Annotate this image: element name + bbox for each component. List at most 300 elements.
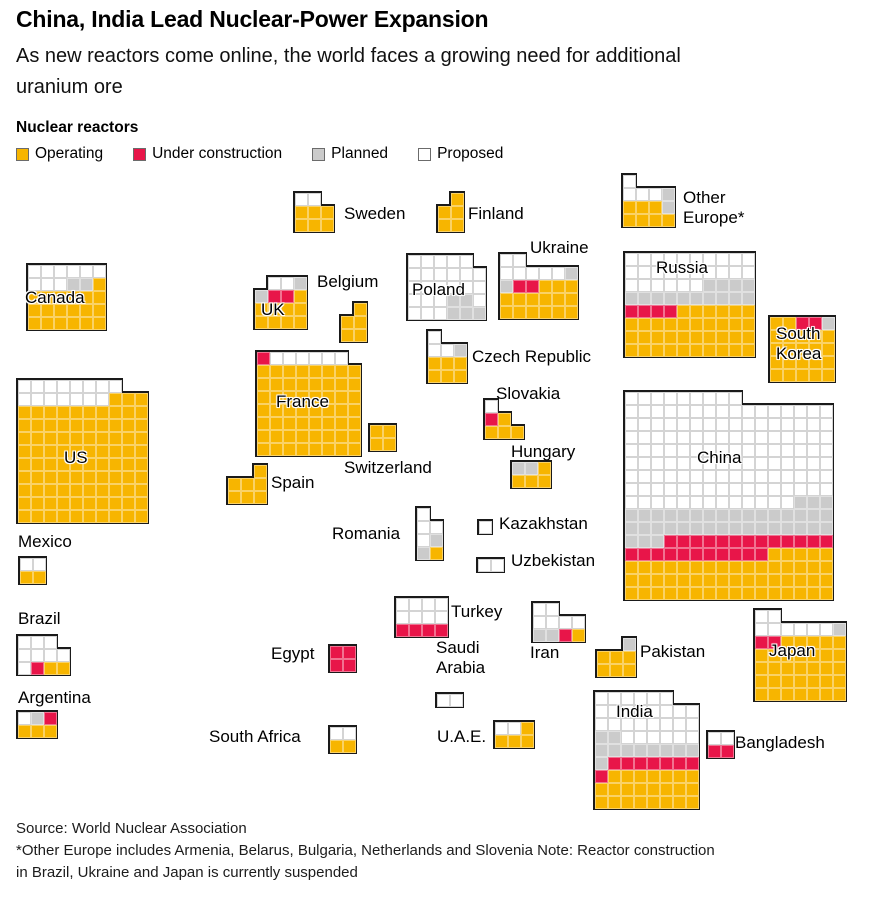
- waffle-cell: [308, 219, 321, 232]
- waffle-cell: [686, 705, 699, 718]
- waffle-cell: [383, 438, 396, 451]
- waffle-cell: [716, 279, 729, 292]
- waffle-cell: [755, 535, 768, 548]
- waffle-cell: [638, 266, 651, 279]
- waffle-cell: [703, 548, 716, 561]
- waffle-cell: [621, 744, 634, 757]
- waffle-cell: [296, 430, 309, 443]
- waffle-cell: [295, 193, 308, 206]
- waffle-cell: [473, 307, 486, 320]
- waffle-cell: [428, 370, 441, 383]
- hungary-waffle: [512, 462, 551, 488]
- waffle-cell: [57, 484, 70, 497]
- waffle-cell: [257, 417, 270, 430]
- waffle-cell: [295, 219, 308, 232]
- waffle-cell: [634, 757, 647, 770]
- waffle-cell: [421, 255, 434, 268]
- waffle-cell: [409, 624, 422, 637]
- waffle-cell: [608, 757, 621, 770]
- waffle-cell: [686, 770, 699, 783]
- waffle-cell: [93, 278, 106, 291]
- waffle-cell: [83, 484, 96, 497]
- waffle-cell: [742, 548, 755, 561]
- waffle-cell: [807, 548, 820, 561]
- waffle-cell: [664, 574, 677, 587]
- waffle-cell: [781, 548, 794, 561]
- waffle-cell: [716, 344, 729, 357]
- waffle-cell: [781, 675, 794, 688]
- waffle-cell: [552, 306, 565, 319]
- waffle-cell: [636, 201, 649, 214]
- waffle-cell: [794, 509, 807, 522]
- waffle-cell: [500, 293, 513, 306]
- waffle-cell: [597, 651, 610, 664]
- waffle-cell: [833, 662, 846, 675]
- waffle-cell: [18, 393, 31, 406]
- waffle-cell: [309, 417, 322, 430]
- bangladesh-label: Bangladesh: [735, 733, 825, 752]
- waffle-cell: [270, 352, 283, 365]
- waffle-cell: [686, 718, 699, 731]
- waffle-cell: [28, 317, 41, 330]
- waffle-cell: [417, 508, 430, 521]
- waffle-cell: [690, 318, 703, 331]
- waffle-cell: [513, 267, 526, 280]
- waffle-cell: [822, 369, 835, 382]
- waffle-cell: [638, 535, 651, 548]
- waffle-cell: [341, 316, 354, 329]
- waffle-cell: [257, 391, 270, 404]
- waffle-cell: [428, 331, 441, 344]
- waffle-cell: [625, 574, 638, 587]
- waffle-cell: [28, 265, 41, 278]
- waffle-cell: [348, 391, 361, 404]
- waffle-cell: [664, 496, 677, 509]
- waffle-cell: [447, 255, 460, 268]
- waffle-cell: [690, 574, 703, 587]
- waffle-cell: [283, 365, 296, 378]
- waffle-cell: [729, 318, 742, 331]
- waffle-cell: [595, 744, 608, 757]
- waffle-cell: [44, 393, 57, 406]
- waffle-cell: [135, 419, 148, 432]
- waffle-cell: [257, 430, 270, 443]
- waffle-cell: [228, 491, 241, 504]
- legend: [16, 145, 503, 163]
- waffle-cell: [330, 646, 343, 659]
- waffle-cell: [80, 265, 93, 278]
- waffle-cell: [768, 431, 781, 444]
- waffle-cell: [572, 629, 585, 642]
- waffle-cell: [729, 496, 742, 509]
- waffle-cell: [595, 770, 608, 783]
- waffle-cell: [703, 522, 716, 535]
- waffle-cell: [608, 731, 621, 744]
- waffle-cell: [83, 471, 96, 484]
- waffle-cell: [742, 457, 755, 470]
- waffle-cell: [513, 280, 526, 293]
- mexico-label: Mexico: [18, 532, 72, 551]
- waffle-cell: [479, 521, 492, 534]
- romania-label: Romania: [332, 524, 401, 543]
- waffle-cell: [435, 624, 448, 637]
- waffle-cell: [660, 705, 673, 718]
- waffle-cell: [729, 392, 742, 405]
- waffle-cell: [638, 496, 651, 509]
- waffle-cell: [44, 380, 57, 393]
- waffle-cell: [677, 392, 690, 405]
- waffle-cell: [428, 357, 441, 370]
- waffle-cell: [794, 688, 807, 701]
- waffle-cell: [438, 206, 451, 219]
- waffle-cell: [460, 255, 473, 268]
- waffle-cell: [538, 475, 551, 488]
- waffle-cell: [820, 431, 833, 444]
- waffle-cell: [716, 431, 729, 444]
- waffle-cell: [703, 587, 716, 600]
- waffle-cell: [294, 316, 307, 329]
- waffle-cell: [651, 331, 664, 344]
- waffle-cell: [625, 522, 638, 535]
- waffle-cell: [625, 331, 638, 344]
- waffle-cell: [729, 483, 742, 496]
- waffle-cell: [437, 694, 450, 707]
- waffle-cell: [308, 193, 321, 206]
- switzerland-label: Switzerland: [344, 458, 432, 477]
- poland-label: Poland: [412, 280, 465, 299]
- waffle-cell: [608, 796, 621, 809]
- waffle-cell: [729, 522, 742, 535]
- waffle-cell: [807, 470, 820, 483]
- waffle-cell: [495, 722, 508, 735]
- waffle-cell: [794, 662, 807, 675]
- waffle-cell: [677, 470, 690, 483]
- waffle-cell: [18, 636, 31, 649]
- waffle-cell: [742, 535, 755, 548]
- waffle-cell: [294, 290, 307, 303]
- waffle-cell: [625, 457, 638, 470]
- waffle-cell: [623, 664, 636, 677]
- sweden-waffle: [295, 193, 334, 232]
- waffle-cell: [57, 497, 70, 510]
- waffle-cell: [396, 598, 409, 611]
- romania-waffle: [417, 508, 443, 560]
- waffle-cell: [768, 688, 781, 701]
- waffle-cell: [664, 418, 677, 431]
- waffle-cell: [636, 188, 649, 201]
- waffle-cell: [283, 378, 296, 391]
- waffle-cell: [31, 406, 44, 419]
- waffle-cell: [660, 718, 673, 731]
- waffle-cell: [67, 317, 80, 330]
- waffle-cell: [621, 783, 634, 796]
- waffle-cell: [729, 535, 742, 548]
- argentina-label: Argentina: [18, 688, 91, 707]
- waffle-cell: [533, 629, 546, 642]
- waffle-cell: [135, 510, 148, 523]
- waffle-cell: [664, 470, 677, 483]
- waffle-cell: [721, 745, 734, 758]
- waffle-cell: [608, 783, 621, 796]
- waffle-cell: [794, 522, 807, 535]
- waffle-cell: [80, 317, 93, 330]
- waffle-cell: [820, 522, 833, 535]
- waffle-cell: [729, 418, 742, 431]
- waffle-cell: [638, 392, 651, 405]
- waffle-cell: [109, 432, 122, 445]
- waffle-cell: [625, 470, 638, 483]
- waffle-cell: [703, 561, 716, 574]
- waffle-cell: [57, 406, 70, 419]
- waffle-cell: [93, 291, 106, 304]
- waffle-cell: [651, 305, 664, 318]
- waffle-cell: [109, 393, 122, 406]
- waffle-cell: [755, 405, 768, 418]
- waffle-cell: [343, 646, 356, 659]
- waffle-cell: [559, 629, 572, 642]
- waffle-cell: [348, 443, 361, 456]
- waffle-cell: [781, 418, 794, 431]
- waffle-cell: [807, 522, 820, 535]
- waffle-cell: [690, 522, 703, 535]
- waffle-cell: [525, 475, 538, 488]
- waffle-cell: [257, 443, 270, 456]
- waffle-cell: [625, 418, 638, 431]
- waffle-cell: [330, 740, 343, 753]
- waffle-cell: [625, 392, 638, 405]
- waffle-cell: [690, 431, 703, 444]
- waffle-cell: [755, 548, 768, 561]
- uk-label: UK: [261, 300, 285, 319]
- waffle-cell: [485, 413, 498, 426]
- waffle-cell: [677, 405, 690, 418]
- waffle-cell: [638, 457, 651, 470]
- waffle-cell: [552, 280, 565, 293]
- waffle-cell: [755, 522, 768, 535]
- waffle-cell: [422, 598, 435, 611]
- waffle-cell: [44, 432, 57, 445]
- waffle-cell: [703, 483, 716, 496]
- waffle-cell: [122, 393, 135, 406]
- waffle-cell: [673, 783, 686, 796]
- waffle-cell: [122, 406, 135, 419]
- switzerland-waffle: [370, 425, 396, 451]
- waffle-cell: [721, 732, 734, 745]
- waffle-cell: [625, 292, 638, 305]
- pakistan-label: Pakistan: [640, 642, 706, 661]
- waffle-cell: [533, 616, 546, 629]
- waffle-cell: [690, 535, 703, 548]
- saudi-arabia-label: Saudi Arabia: [436, 638, 486, 677]
- waffle-cell: [703, 292, 716, 305]
- waffle-cell: [500, 306, 513, 319]
- waffle-cell: [83, 393, 96, 406]
- waffle-cell: [703, 535, 716, 548]
- waffle-cell: [18, 725, 31, 738]
- waffle-cell: [686, 744, 699, 757]
- waffle-cell: [57, 649, 70, 662]
- waffle-cell: [636, 214, 649, 227]
- waffle-cell: [807, 444, 820, 457]
- waffle-cell: [96, 484, 109, 497]
- waffle-cell: [677, 587, 690, 600]
- waffle-cell: [833, 688, 846, 701]
- waffle-cell: [254, 491, 267, 504]
- waffle-cell: [781, 662, 794, 675]
- waffle-cell: [716, 266, 729, 279]
- egypt-label: Egypt: [271, 644, 315, 663]
- waffle-cell: [18, 471, 31, 484]
- waffle-cell: [495, 735, 508, 748]
- waffle-cell: [677, 561, 690, 574]
- waffle-cell: [83, 432, 96, 445]
- russia-label: Russia: [656, 258, 708, 277]
- waffle-cell: [673, 744, 686, 757]
- waffle-cell: [703, 496, 716, 509]
- waffle-cell: [820, 444, 833, 457]
- waffle-cell: [546, 616, 559, 629]
- waffle-cell: [716, 483, 729, 496]
- waffle-cell: [755, 587, 768, 600]
- waffle-cell: [18, 380, 31, 393]
- waffle-cell: [96, 445, 109, 458]
- waffle-cell: [335, 352, 348, 365]
- waffle-cell: [742, 253, 755, 266]
- waffle-cell: [651, 535, 664, 548]
- waffle-cell: [343, 727, 356, 740]
- waffle-cell: [321, 219, 334, 232]
- waffle-cell: [651, 470, 664, 483]
- waffle-cell: [31, 662, 44, 675]
- waffle-cell: [662, 201, 675, 214]
- waffle-cell: [625, 253, 638, 266]
- waffle-cell: [539, 293, 552, 306]
- footer-note-line-1: *Other Europe includes Armenia, Belarus, Bulgaria, Netherlands and Slovenia Note: Reactor construction: [16, 842, 715, 859]
- waffle-cell: [807, 535, 820, 548]
- waffle-cell: [623, 175, 636, 188]
- waffle-cell: [638, 483, 651, 496]
- waffle-cell: [623, 188, 636, 201]
- slovakia-label: Slovakia: [496, 384, 561, 403]
- waffle-cell: [500, 254, 513, 267]
- waffle-cell: [755, 662, 768, 675]
- south-africa-label: South Africa: [209, 727, 301, 746]
- waffle-cell: [729, 470, 742, 483]
- france-label: France: [276, 392, 329, 411]
- waffle-cell: [820, 548, 833, 561]
- waffle-cell: [729, 431, 742, 444]
- czech-republic-waffle: [428, 331, 467, 383]
- waffle-cell: [690, 292, 703, 305]
- spain-waffle: [228, 465, 267, 504]
- waffle-cell: [768, 574, 781, 587]
- waffle-cell: [513, 254, 526, 267]
- waffle-cell: [781, 535, 794, 548]
- waffle-cell: [625, 431, 638, 444]
- waffle-cell: [625, 266, 638, 279]
- waffle-cell: [822, 317, 835, 330]
- waffle-cell: [651, 444, 664, 457]
- waffle-cell: [565, 280, 578, 293]
- india-label: India: [616, 702, 653, 721]
- waffle-cell: [703, 305, 716, 318]
- waffle-cell: [703, 392, 716, 405]
- waffle-cell: [664, 405, 677, 418]
- waffle-cell: [755, 610, 768, 623]
- waffle-cell: [96, 458, 109, 471]
- waffle-cell: [70, 484, 83, 497]
- waffle-cell: [703, 418, 716, 431]
- waffle-cell: [409, 598, 422, 611]
- waffle-cell: [833, 623, 846, 636]
- waffle-cell: [473, 294, 486, 307]
- waffle-cell: [781, 405, 794, 418]
- waffle-cell: [690, 509, 703, 522]
- waffle-cell: [794, 444, 807, 457]
- waffle-cell: [18, 510, 31, 523]
- waffle-cell: [755, 561, 768, 574]
- waffle-cell: [31, 393, 44, 406]
- waffle-cell: [546, 629, 559, 642]
- waffle-cell: [511, 426, 524, 439]
- waffle-cell: [820, 636, 833, 649]
- waffle-cell: [794, 535, 807, 548]
- waffle-cell: [690, 483, 703, 496]
- waffle-cell: [270, 443, 283, 456]
- waffle-cell: [595, 757, 608, 770]
- waffle-cell: [109, 419, 122, 432]
- waffle-cell: [309, 365, 322, 378]
- waffle-cell: [768, 548, 781, 561]
- belgium-label: Belgium: [317, 272, 379, 291]
- legend-item-proposed: [418, 145, 503, 163]
- waffle-cell: [664, 292, 677, 305]
- waffle-cell: [755, 457, 768, 470]
- waffle-cell: [664, 331, 677, 344]
- waffle-cell: [57, 662, 70, 675]
- waffle-cell: [498, 426, 511, 439]
- waffle-cell: [565, 267, 578, 280]
- legend-label: Planned: [331, 145, 389, 162]
- waffle-cell: [820, 418, 833, 431]
- waffle-cell: [44, 484, 57, 497]
- waffle-cell: [44, 725, 57, 738]
- waffle-cell: [664, 535, 677, 548]
- waffle-cell: [41, 317, 54, 330]
- waffle-cell: [83, 380, 96, 393]
- waffle-cell: [690, 548, 703, 561]
- waffle-cell: [742, 483, 755, 496]
- waffle-cell: [430, 534, 443, 547]
- waffle-cell: [708, 732, 721, 745]
- waffle-cell: [335, 365, 348, 378]
- legend-item-planned: [312, 145, 388, 163]
- waffle-cell: [794, 431, 807, 444]
- waffle-cell: [257, 404, 270, 417]
- waffle-cell: [135, 445, 148, 458]
- waffle-cell: [322, 365, 335, 378]
- waffle-cell: [781, 561, 794, 574]
- waffle-cell: [807, 623, 820, 636]
- waffle-cell: [296, 417, 309, 430]
- waffle-cell: [70, 471, 83, 484]
- mexico-waffle: [20, 558, 46, 584]
- waffle-cell: [755, 509, 768, 522]
- waffle-cell: [491, 559, 504, 572]
- waffle-cell: [703, 509, 716, 522]
- waffle-cell: [441, 357, 454, 370]
- waffle-cell: [768, 509, 781, 522]
